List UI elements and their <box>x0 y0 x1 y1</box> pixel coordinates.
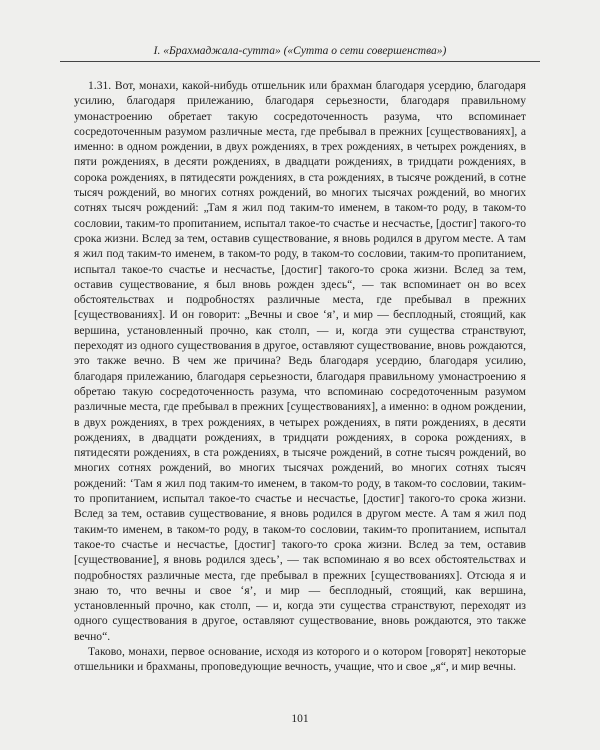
paragraph-conclusion: Таково, монахи, первое основание, исходя из которого и о котором [говорят] некоторые отшельники и брахманы, проповедующие вечность, учащие, что и свое „я“, и мир вечны. <box>74 644 526 674</box>
header-rule <box>60 61 540 62</box>
paragraph-1-31: 1.31. Вот, монахи, какой-нибудь отшельник или брахман благодаря усердию, благодаря усилию, благодаря прилежанию, благодаря серьезности, благодаря правильному умонастроению обретает такую сосредоточенность разума, что вспоминает сосредоточенным разумом различные места, где пребывал в прежних [существованиях], а именно: в одном рождении, в двух рождениях, в трех рождениях, в четырех рождениях, в пяти рождениях, в десяти рождениях, в двадцати рождениях, в тридцати рождениях, в сорока рождениях, в пятидесяти рождениях, в ста рождениях, в тысяче рождений, в сотне тысяч рождений, во многих сотнях рождений, во многих тысячах рождений, во многих сотнях тысяч рождений: „Там я жил под таким-то именем, в таком-то роду, в таком-то сословии, таким-то пропитанием, испытал такое-то счастье и несчастье, [достиг] такого-то срока жизни. Вслед за тем, оставив существование, я вновь родился в другом месте. А там я жил под таким-то именем, в таком-то роду, в таком-то сословии, таким-то пропитанием, испытал такое-то счастье и несчастье, [достиг] такого-то срока жизни. Вслед за тем, оставив существование, я был вновь рожден здесь“, — так вспоминает он во всех обстоятельствах и подробностях различные места, где пребывал в прежних [существованиях]. И он говорит: „Вечны и свое ‘я’, и мир — бесплодный, стоящий, как вершина, установленный прочно, как столп, — и, когда эти существа странствуют, переходят из одного существования в другое, оставляют существование, вновь рождаются, это также вечно. В чем же причина? Ведь благодаря усердию, благодаря усилию, благодаря прилежанию, благодаря серьезности, благодаря правильному умонастроению я обретаю такую сосредоточенность разума, что вспоминаю сосредоточенным разумом различные места, где пребывал в прежних [существованиях], а именно: в одном рождении, в двух рождениях, в трех рождениях, в четырех рождениях, в пяти рождениях, в десяти рождениях, в двадцати рождениях, в тридцати рождениях, в сорока рождениях, в пятидесяти рождениях, в ста рождениях, в тысяче рождений, в сотне тысяч рождений, во многих сотнях рождений, во многих тысячах рождений, во многих сотнях тысяч рождений: ‘Там я жил под таким-то именем, в таком-то роду, в таком-то сословии, таким-то пропитанием, испытал такое-то счастье и несчастье, [достиг] такого-то срока жизни. Вслед за тем, оставив существование, я вновь родился в другом месте. А там я жил под таким-то именем, в таком-то роду, в таком-то сословии, таким-то пропитанием, испытал такое-то счастье и несчастье, [достиг] такого-то срока жизни. Вслед за тем, оставив [существование], я вновь родился здесь’, — так вспоминаю я во всех обстоятельствах и подробностях различные места, где пребывал в прежних [существованиях]. Отсюда я и знаю то, что вечны и свое ‘я’, и мир — бесплодный, стоящий, как вершина, установленный прочно, как столп, — и, когда эти существа странствуют, переходят из одного существования в другое, оставляют существование, вновь рождаются, это также вечно“. <box>74 79 526 643</box>
page-number: 101 <box>291 713 309 725</box>
running-header: I. «Брахмаджала-сутта» («Сутта о сети совершенства») <box>153 45 447 57</box>
main-text <box>74 78 526 675</box>
